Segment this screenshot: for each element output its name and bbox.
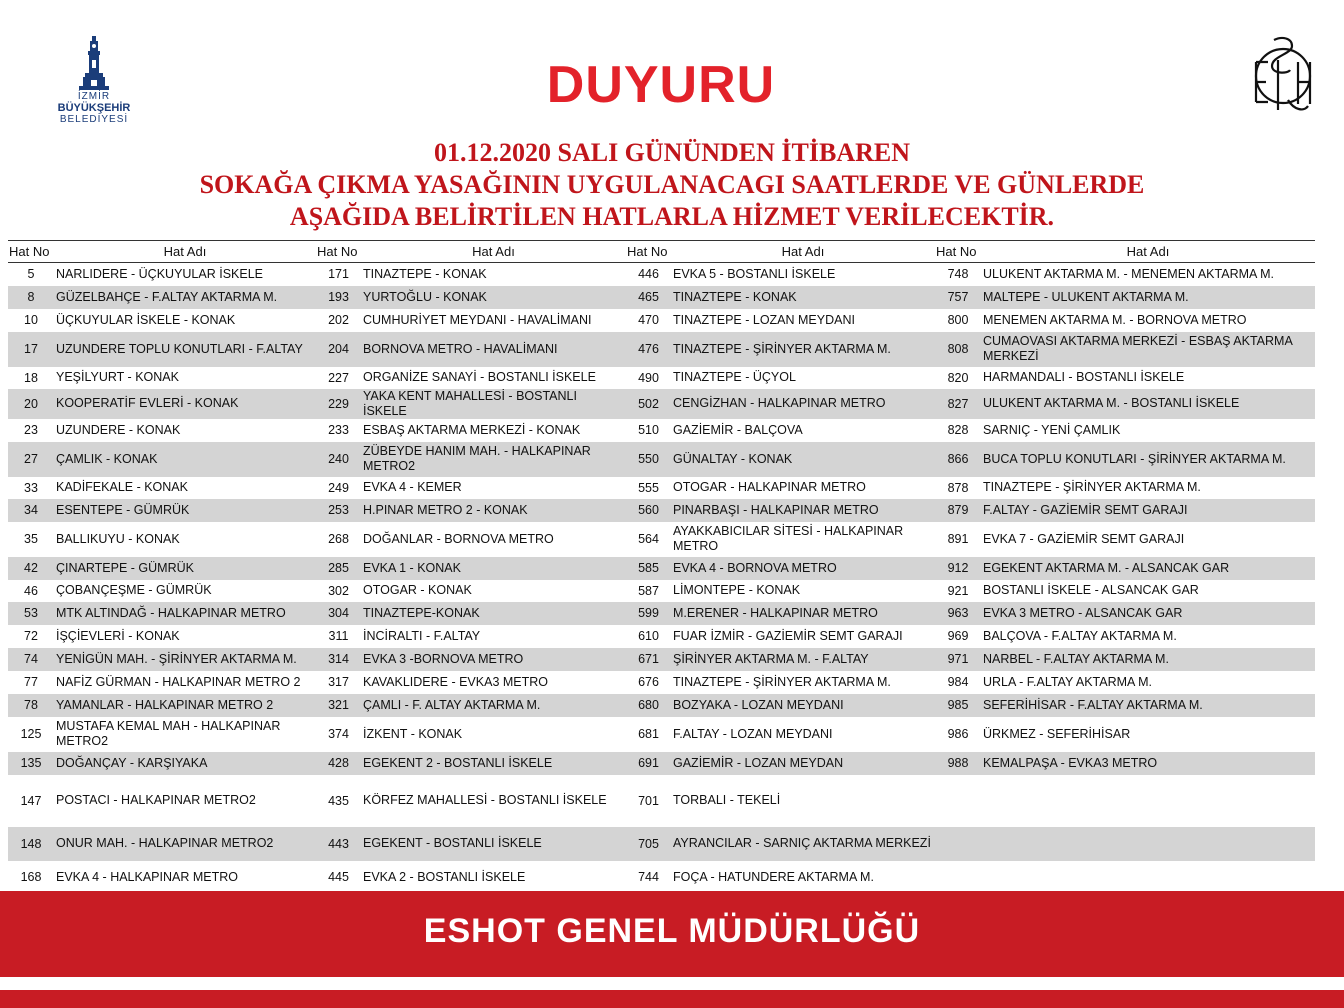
hat-no-cell: 984: [947, 675, 969, 689]
hat-no-cell: 147: [20, 793, 42, 808]
hat-adi-cell: EGEKENT 2 - BOSTANLI İSKELE: [361, 752, 626, 775]
hat-no-cell: 748: [947, 267, 969, 282]
hat-adi-cell: KAVAKLIDERE - EVKA3 METRO: [363, 674, 549, 689]
hat-no-cell: 314: [316, 648, 361, 671]
hat-adi-cell: EVKA 4 - KEMER: [363, 480, 462, 494]
hat-no-cell: 912: [935, 557, 981, 580]
hat-no-cell: 34: [8, 499, 54, 522]
hat-adi-cell: ŞİRİNYER AKTARMA M. - F.ALTAY: [671, 648, 935, 671]
subtitle-line-3: AŞAĞIDA BELİRTİLEN HATLARLA HİZMET VERİLECEKTİR.: [289, 202, 1055, 231]
hat-no-cell: 5: [27, 267, 35, 282]
hat-adi-cell: ÜRKMEZ - SEFERİHİSAR: [983, 726, 1131, 741]
hat-adi-cell: ESENTEPE - GÜMRÜK: [54, 499, 316, 522]
hat-adi-cell: SARNIÇ - YENİ ÇAMLIK: [983, 422, 1121, 437]
header-hat-adi: Hat Adı: [361, 241, 626, 263]
hat-adi-cell: [981, 861, 1315, 895]
page-title: DUYURU: [546, 56, 776, 114]
hat-adi-cell: GAZİEMİR - LOZAN MEYDAN: [671, 752, 935, 775]
hat-no-cell: 676: [638, 675, 659, 689]
hat-adi-cell: TORBALI - TEKELİ: [673, 793, 781, 807]
hat-no-cell: 560: [626, 499, 671, 522]
hat-adi-cell: DOĞANÇAY - KARŞIYAKA: [54, 752, 316, 775]
hat-no-cell: 321: [316, 694, 361, 717]
hat-adi-cell: İŞÇİEVLERİ - KONAK: [56, 628, 180, 643]
hat-no-cell: 963: [935, 602, 981, 625]
hat-no-cell: 827: [935, 389, 981, 419]
hat-adi-cell: NAFİZ GÜRMAN - HALKAPINAR METRO 2: [56, 674, 301, 689]
hat-adi-cell: GAZİEMİR - BALÇOVA: [673, 422, 803, 437]
hat-no-cell: 610: [638, 629, 659, 643]
hat-adi-cell: H.PINAR METRO 2 - KONAK: [361, 499, 626, 522]
hat-no-cell: 435: [328, 793, 349, 808]
hat-adi-cell: İZKENT - KONAK: [363, 726, 463, 741]
hat-no-cell: 46: [24, 583, 38, 598]
hat-no-cell: 510: [638, 423, 659, 437]
hat-adi-cell: GÜZELBAHÇE - F.ALTAY AKTARMA M.: [54, 286, 316, 309]
hat-no-cell: 240: [316, 442, 361, 477]
hat-adi-cell: ÜÇKUYULAR İSKELE - KONAK: [56, 312, 236, 327]
hat-adi-cell: [981, 827, 1315, 861]
hat-no-cell: 285: [316, 557, 361, 580]
hat-no-cell: 35: [24, 532, 38, 546]
hat-adi-cell: YAMANLAR - HALKAPINAR METRO 2: [54, 694, 316, 717]
hat-adi-cell: SEFERİHİSAR - F.ALTAY AKTARMA M.: [981, 694, 1315, 717]
hat-no-cell: 800: [947, 313, 969, 327]
table-row: [8, 752, 1315, 775]
hat-adi-cell: EVKA 3 -BORNOVA METRO: [361, 648, 626, 671]
table-row: [8, 625, 1315, 648]
hat-adi-cell: EVKA 4 - BORNOVA METRO: [671, 557, 935, 580]
hat-adi-cell: FOÇA - HATUNDERE AKTARMA M.: [671, 861, 935, 895]
hat-adi-cell: MALTEPE - ULUKENT AKTARMA M.: [981, 286, 1315, 309]
hat-no-cell: 470: [638, 313, 659, 327]
hat-adi-cell: EVKA 5 - BOSTANLI İSKELE: [673, 266, 836, 281]
table-row: [8, 477, 1315, 499]
table-row: [8, 309, 1315, 332]
hat-no-cell: 72: [24, 629, 38, 643]
table-row: [8, 499, 1315, 522]
hat-adi-cell: M.ERENER - HALKAPINAR METRO: [671, 602, 935, 625]
hat-no-cell: 705: [626, 827, 671, 861]
hat-adi-cell: EGEKENT - BOSTANLI İSKELE: [361, 827, 626, 861]
hat-no-cell: 27: [8, 442, 54, 477]
hat-adi-cell: ESBAŞ AKTARMA MERKEZİ - KONAK: [363, 422, 581, 437]
hat-no-cell: 502: [626, 389, 671, 419]
hat-no-cell: 445: [316, 861, 361, 895]
hat-adi-cell: AYRANCILAR - SARNIÇ AKTARMA MERKEZİ: [671, 827, 935, 861]
hat-no-cell: 701: [638, 793, 659, 808]
logo-line-1: İZMİR: [77, 91, 111, 102]
hat-no-cell: [935, 827, 981, 861]
header-hat-adi: Hat Adı: [54, 241, 316, 263]
hat-no-cell: 550: [626, 442, 671, 477]
hat-adi-cell: ULUKENT AKTARMA M. - MENEMEN AKTARMA M.: [983, 266, 1275, 281]
hat-adi-cell: TINAZTEPE - ÜÇYOL: [673, 370, 796, 384]
hat-adi-cell: OTOGAR - HALKAPINAR METRO: [673, 480, 866, 494]
hat-no-cell: 808: [935, 332, 981, 367]
hat-no-cell: 879: [935, 499, 981, 522]
subtitle-line-1: 01.12.2020 SALI GÜNÜNDEN İTİBAREN: [433, 138, 910, 167]
table-row: [8, 694, 1315, 717]
hat-no-cell: 317: [328, 675, 349, 689]
table-row: [8, 286, 1315, 309]
table-row: [8, 263, 1315, 286]
hat-adi-cell: EVKA 2 - BOSTANLI İSKELE: [361, 861, 626, 895]
table-row: [8, 602, 1315, 625]
table-row: [8, 717, 1315, 752]
hat-adi-cell: URLA - F.ALTAY AKTARMA M.: [983, 674, 1153, 689]
hat-no-cell: 227: [328, 370, 349, 385]
hat-no-cell: 78: [8, 694, 54, 717]
table-row: [8, 367, 1315, 389]
hat-adi-cell: FUAR İZMİR - GAZİEMİR SEMT GARAJI: [673, 628, 903, 643]
hat-no-cell: 971: [935, 648, 981, 671]
table-row: [8, 580, 1315, 602]
hat-adi-cell: BOSTANLI İSKELE - ALSANCAK GAR: [983, 583, 1199, 597]
hat-adi-cell: BUCA TOPLU KONUTLARI - ŞİRİNYER AKTARMA M.: [981, 442, 1315, 477]
table-row: [8, 442, 1315, 477]
logo-line-3: BELEDİYESİ: [59, 114, 129, 125]
hat-adi-cell: BORNOVA METRO - HAVALİMANI: [361, 332, 626, 367]
hat-adi-cell: F.ALTAY - LOZAN MEYDANI: [673, 726, 833, 741]
hat-no-cell: 986: [947, 727, 969, 741]
hat-no-cell: 229: [316, 389, 361, 419]
hat-no-cell: 446: [638, 267, 659, 282]
hat-adi-cell: YAKA KENT MAHALLESİ - BOSTANLI İSKELE: [361, 389, 626, 419]
hat-no-cell: 53: [8, 602, 54, 625]
hat-adi-cell: TINAZTEPE - LOZAN MEYDANI: [673, 312, 855, 327]
header-hat-no: Hat No: [935, 241, 981, 263]
header-hat-no: Hat No: [316, 241, 361, 263]
hat-adi-cell: TINAZTEPE - KONAK: [671, 286, 935, 309]
hat-no-cell: 33: [24, 480, 38, 495]
hat-adi-cell: ÇAMLI - F. ALTAY AKTARMA M.: [361, 694, 626, 717]
hat-no-cell: 42: [8, 557, 54, 580]
hat-adi-cell: EVKA 7 - GAZİEMİR SEMT GARAJI: [983, 531, 1185, 546]
hat-no-cell: 891: [947, 532, 969, 546]
hat-adi-cell: YENİGÜN MAH. - ŞİRİNYER AKTARMA M.: [54, 648, 316, 671]
hat-adi-cell: HARMANDALI - BOSTANLI İSKELE: [983, 370, 1185, 384]
hat-adi-cell: EVKA 1 - KONAK: [361, 557, 626, 580]
hat-adi-cell: YEŞİLYURT - KONAK: [56, 370, 179, 384]
hat-adi-cell: TINAZTEPE - ŞİRİNYER AKTARMA M.: [983, 480, 1201, 494]
hat-no-cell: 985: [935, 694, 981, 717]
hat-adi-cell: ÇAMLIK - KONAK: [54, 442, 316, 477]
logo-line-2: BÜYÜKŞEHİR: [57, 102, 131, 114]
table-row: [8, 419, 1315, 442]
hat-no-cell: 587: [638, 583, 659, 598]
hat-no-cell: 10: [24, 313, 38, 327]
header-hat-adi: Hat Adı: [671, 241, 935, 263]
hat-no-cell: 17: [8, 332, 54, 367]
hat-no-cell: 921: [947, 583, 969, 598]
hat-adi-cell: [981, 775, 1315, 827]
hat-adi-cell: EVKA 3 METRO - ALSANCAK GAR: [981, 602, 1315, 625]
hat-no-cell: 74: [8, 648, 54, 671]
hat-adi-cell: CUMHURİYET MEYDANI - HAVALİMANI: [363, 312, 592, 327]
hat-no-cell: 465: [626, 286, 671, 309]
hat-no-cell: 969: [947, 629, 969, 643]
hat-adi-cell: ORGANİZE SANAYİ - BOSTANLI İSKELE: [363, 370, 596, 384]
hat-no-cell: 204: [316, 332, 361, 367]
table-row: [8, 332, 1315, 367]
hat-adi-cell: TINAZTEPE - KONAK: [363, 266, 487, 281]
table-row: [8, 557, 1315, 580]
hat-no-cell: 18: [24, 370, 38, 385]
hat-no-cell: 866: [935, 442, 981, 477]
hat-adi-cell: NARBEL - F.ALTAY AKTARMA M.: [981, 648, 1315, 671]
hat-no-cell: 233: [328, 423, 349, 437]
hat-adi-cell: ULUKENT AKTARMA M. - BOSTANLI İSKELE: [981, 389, 1315, 419]
hat-adi-cell: KEMALPAŞA - EVKA3 METRO: [981, 752, 1315, 775]
hat-no-cell: 20: [8, 389, 54, 419]
subtitle-line-2: SOKAĞA ÇIKMA YASAĞININ UYGULANACAGI SAATLERDE VE GÜNLERDE: [199, 170, 1145, 199]
hat-no-cell: 23: [24, 423, 38, 437]
hat-no-cell: 125: [20, 727, 42, 741]
hat-no-cell: 202: [328, 313, 349, 327]
table-row: [8, 827, 1315, 861]
hat-no-cell: 878: [947, 480, 969, 495]
hat-adi-cell: İNCİRALTI - F.ALTAY: [363, 628, 481, 643]
hat-adi-cell: MUSTAFA KEMAL MAH - HALKAPINAR METRO2: [56, 719, 281, 748]
hat-no-cell: 304: [316, 602, 361, 625]
hat-no-cell: 428: [316, 752, 361, 775]
hat-no-cell: 828: [947, 423, 969, 437]
hat-no-cell: 8: [8, 286, 54, 309]
hat-no-cell: 302: [328, 583, 349, 598]
hat-no-cell: [935, 775, 981, 827]
hat-adi-cell: GÜNALTAY - KONAK: [671, 442, 935, 477]
hat-no-cell: 268: [328, 532, 349, 546]
hat-no-cell: 681: [638, 727, 659, 741]
hat-adi-cell: BALLIKUYU - KONAK: [56, 531, 180, 546]
hat-no-cell: 988: [935, 752, 981, 775]
hat-no-cell: 148: [8, 827, 54, 861]
table-row: [8, 671, 1315, 694]
hat-no-cell: 443: [316, 827, 361, 861]
hat-adi-cell: MTK ALTINDAĞ - HALKAPINAR METRO: [54, 602, 316, 625]
hat-no-cell: 253: [316, 499, 361, 522]
hat-adi-cell: MENEMEN AKTARMA M. - BORNOVA METRO: [983, 312, 1247, 327]
hat-no-cell: 249: [328, 480, 349, 495]
hat-no-cell: 490: [638, 370, 659, 385]
hat-adi-cell: OTOGAR - KONAK: [363, 583, 472, 597]
hat-adi-cell: CENGİZHAN - HALKAPINAR METRO: [671, 389, 935, 419]
hat-no-cell: 691: [626, 752, 671, 775]
footer-title: ESHOT GENEL MÜDÜRLÜĞÜ: [423, 912, 921, 950]
hat-adi-cell: PINARBAŞI - HALKAPINAR METRO: [671, 499, 935, 522]
hat-no-cell: 77: [24, 675, 38, 689]
hat-no-cell: 374: [328, 727, 349, 741]
hat-adi-cell: TINAZTEPE - ŞİRİNYER AKTARMA M.: [671, 332, 935, 367]
hat-no-cell: 599: [626, 602, 671, 625]
hat-no-cell: 311: [328, 629, 349, 643]
header-hat-adi: Hat Adı: [981, 241, 1315, 263]
hat-adi-cell: NARLIDERE - ÜÇKUYULAR İSKELE: [56, 266, 264, 281]
hat-adi-cell: DOĞANLAR - BORNOVA METRO: [363, 531, 554, 546]
table-row: [8, 775, 1315, 827]
hat-adi-cell: POSTACI - HALKAPINAR METRO2: [56, 793, 256, 807]
hat-no-cell: 680: [626, 694, 671, 717]
hat-adi-cell: AYAKKABICILAR SİTESİ - HALKAPINAR METRO: [673, 524, 904, 553]
hat-adi-cell: F.ALTAY - GAZİEMİR SEMT GARAJI: [981, 499, 1315, 522]
hat-adi-cell: BOZYAKA - LOZAN MEYDANI: [671, 694, 935, 717]
hat-adi-cell: TINAZTEPE-KONAK: [361, 602, 626, 625]
table-row: [8, 861, 1315, 895]
table-row: [8, 648, 1315, 671]
hat-no-cell: [935, 861, 981, 895]
bottom-band: [0, 990, 1344, 1008]
hat-no-cell: 476: [626, 332, 671, 367]
hat-adi-cell: ZÜBEYDE HANIM MAH. - HALKAPINAR METRO2: [361, 442, 626, 477]
table-header-row: [8, 241, 1315, 263]
hat-no-cell: 820: [947, 370, 969, 385]
hat-no-cell: 744: [626, 861, 671, 895]
hat-adi-cell: EVKA 4 - HALKAPINAR METRO: [54, 861, 316, 895]
hat-adi-cell: UZUNDERE - KONAK: [56, 422, 181, 437]
hat-no-cell: 135: [8, 752, 54, 775]
hat-adi-cell: LİMONTEPE - KONAK: [673, 583, 801, 597]
hat-adi-cell: EGEKENT AKTARMA M. - ALSANCAK GAR: [981, 557, 1315, 580]
hat-adi-cell: ÇOBANÇEŞME - GÜMRÜK: [56, 583, 212, 597]
header-hat-no: Hat No: [626, 241, 671, 263]
header-hat-no: Hat No: [8, 241, 54, 263]
hat-no-cell: 168: [8, 861, 54, 895]
hat-adi-cell: ONUR MAH. - HALKAPINAR METRO2: [54, 827, 316, 861]
hat-adi-cell: YURTOĞLU - KONAK: [361, 286, 626, 309]
hat-no-cell: 555: [638, 480, 659, 495]
table-row: [8, 522, 1315, 557]
hat-adi-cell: BALÇOVA - F.ALTAY AKTARMA M.: [983, 628, 1177, 643]
route-table: [8, 240, 1315, 895]
table-row: [8, 389, 1315, 419]
hat-adi-cell: KADİFEKALE - KONAK: [56, 480, 188, 494]
hat-no-cell: 171: [328, 267, 349, 282]
hat-adi-cell: KOOPERATİF EVLERİ - KONAK: [54, 389, 316, 419]
hat-adi-cell: ÇINARTEPE - GÜMRÜK: [54, 557, 316, 580]
hat-adi-cell: TINAZTEPE - ŞİRİNYER AKTARMA M.: [673, 674, 891, 689]
hat-adi-cell: CUMAOVASI AKTARMA MERKEZİ - ESBAŞ AKTARMA MERKEZİ: [981, 332, 1315, 367]
hat-no-cell: 585: [626, 557, 671, 580]
hat-no-cell: 193: [316, 286, 361, 309]
hat-no-cell: 671: [626, 648, 671, 671]
hat-adi-cell: UZUNDERE TOPLU KONUTLARI - F.ALTAY: [54, 332, 316, 367]
hat-no-cell: 564: [638, 532, 659, 546]
hat-adi-cell: KÖRFEZ MAHALLESİ - BOSTANLI İSKELE: [363, 793, 607, 807]
hat-no-cell: 757: [935, 286, 981, 309]
